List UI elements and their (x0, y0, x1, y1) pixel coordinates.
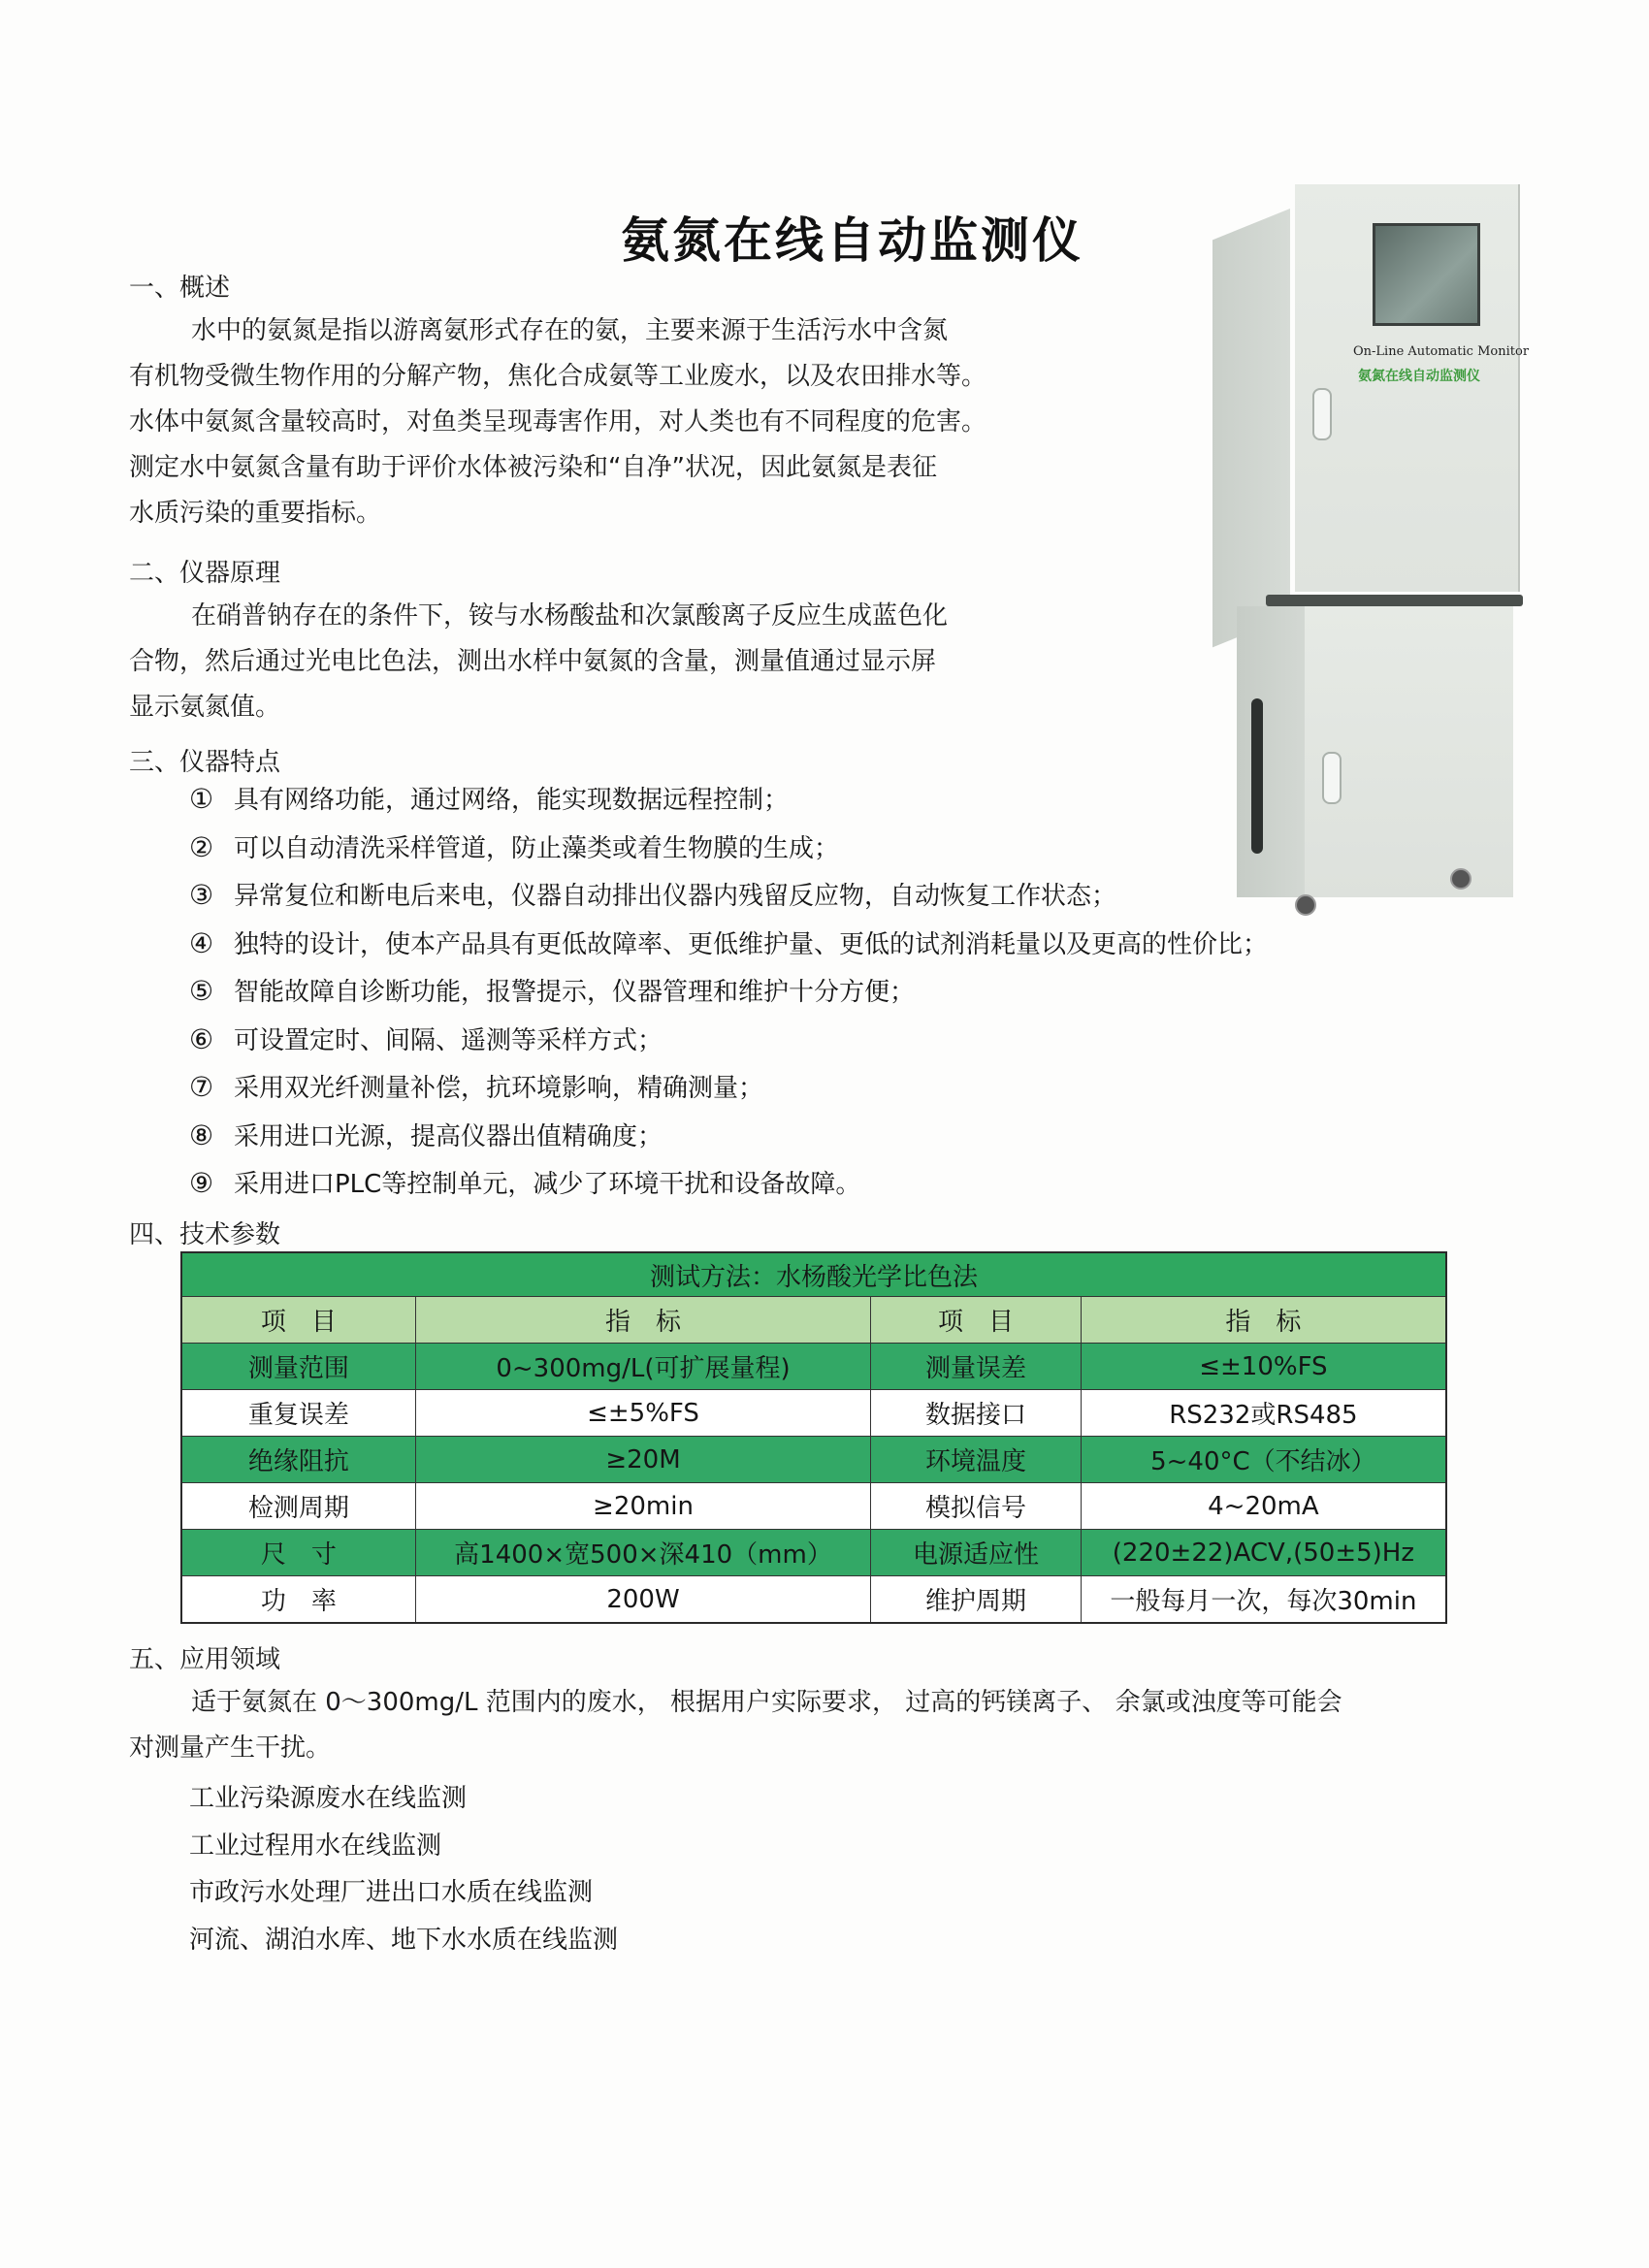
spec-item: 尺 寸 (181, 1530, 415, 1576)
circled-number-icon: ⑨ (189, 1167, 214, 1199)
spec-item: 绝缘阻抗 (181, 1437, 415, 1483)
application-item: 市政污水处理厂进出口水质在线监测 (189, 1878, 594, 1907)
spec-value: 200W (415, 1576, 871, 1624)
spec-item: 测量范围 (181, 1344, 415, 1390)
feature-item: ④ 独特的设计，使本产品具有更低故障率、更低维护量、更低的试剂消耗量以及更高的性价比； (189, 921, 1268, 969)
table-row (181, 1437, 1446, 1483)
page-title: 氨氮在线自动监测仪 (621, 211, 1083, 269)
spec-value: ≥20M (415, 1437, 871, 1483)
column-header: 项 目 (181, 1297, 415, 1344)
spec-value: RS232或RS485 (1081, 1390, 1446, 1437)
spec-value: 高1400×宽500×深410（mm） (415, 1530, 871, 1576)
column-header: 项 目 (871, 1297, 1082, 1344)
spec-item: 功 率 (181, 1576, 415, 1624)
circled-number-icon: ② (189, 830, 214, 863)
spec-value: 4~20mA (1081, 1483, 1446, 1530)
spec-value: 0~300mg/L(可扩展量程) (415, 1344, 871, 1390)
column-header: 指 标 (415, 1297, 871, 1344)
spec-item: 数据接口 (871, 1390, 1082, 1437)
spec-value: 一般每月一次，每次30min (1081, 1576, 1446, 1624)
feature-item: ⑧ 采用进口光源，提高仪器出值精确度； (189, 1113, 1268, 1161)
door-handle-icon (1312, 388, 1332, 440)
spec-value: 5~40°C（不结冰） (1081, 1437, 1446, 1483)
overview-paragraph (129, 308, 986, 536)
product-label-chinese: 氨氮在线自动监测仪 (1358, 369, 1480, 384)
table-method-row (181, 1252, 1446, 1297)
feature-item: ⑥ 可设置定时、间隔、遥测等采样方式； (189, 1017, 1268, 1065)
test-method: 测试方法：水杨酸光学比色法 (181, 1252, 1446, 1297)
overview-line: 水质污染的重要指标。 (129, 499, 382, 528)
overview-line: 水体中氨氮含量较高时，对鱼类呈现毒害作用，对人类也有不同程度的危害。 (129, 407, 987, 437)
circled-number-icon: ① (189, 783, 214, 815)
application-item: 工业过程用水在线监测 (189, 1831, 442, 1861)
vent-slot (1251, 698, 1263, 854)
circled-number-icon: ⑧ (189, 1118, 214, 1151)
principle-paragraph (129, 594, 948, 730)
spec-item: 环境温度 (871, 1437, 1082, 1483)
spec-value: (220±22)ACV,(50±5)Hz (1081, 1530, 1446, 1576)
display-screen (1373, 223, 1480, 326)
spec-item: 模拟信号 (871, 1483, 1082, 1530)
applications-line: 适于氨氮在 0～300mg/L 范围内的废水， 根据用户实际要求， 过高的钙镁离子、 余氯或浊度等可能会 (191, 1688, 1342, 1717)
caster-wheel-icon (1295, 894, 1316, 916)
cabinet-upper-door (1295, 184, 1530, 592)
feature-item: ⑨ 采用进口PLC等控制单元，减少了环境干扰和设备故障。 (189, 1160, 1268, 1209)
section-heading-specs: 四、技术参数 (129, 1220, 281, 1249)
section-heading-overview: 一、概述 (129, 274, 231, 303)
feature-item: ② 可以自动清洗采样管道，防止藻类或着生物膜的生成； (189, 825, 1268, 873)
table-row (181, 1576, 1446, 1624)
overview-line: 测定水中氨氮含量有助于评价水体被污染和“自净”状况，因此氨氮是表征 (129, 453, 937, 482)
spec-value: ≥20min (415, 1483, 871, 1530)
application-item: 工业污染源废水在线监测 (189, 1784, 468, 1813)
cabinet-lower-side (1237, 606, 1305, 897)
door-handle-icon (1322, 752, 1342, 804)
applications-line: 对测量产生干扰。 (129, 1733, 332, 1763)
overview-line: 有机物受微生物作用的分解产物，焦化合成氨等工业废水，以及农田排水等。 (129, 362, 987, 391)
column-header: 指 标 (1081, 1297, 1446, 1344)
feature-item: ⑦ 采用双光纤测量补偿，抗环境影响，精确测量； (189, 1064, 1268, 1113)
feature-item: ③ 异常复位和断电后来电，仪器自动排出仪器内残留反应物，自动恢复工作状态； (189, 872, 1268, 921)
table-row (181, 1344, 1446, 1390)
feature-item: ① 具有网络功能，通过网络，能实现数据远程控制； (189, 776, 1268, 825)
section-heading-principle: 二、仪器原理 (129, 559, 281, 588)
circled-number-icon: ⑤ (189, 975, 214, 1007)
table-row (181, 1390, 1446, 1437)
application-item: 河流、湖泊水库、地下水水质在线监测 (189, 1925, 619, 1955)
circled-number-icon: ⑦ (189, 1071, 214, 1103)
table-row (181, 1530, 1446, 1576)
section-heading-applications: 五、应用领域 (129, 1645, 281, 1674)
cabinet-upper-side (1212, 209, 1290, 647)
circled-number-icon: ④ (189, 926, 214, 959)
spec-value: ≤±10%FS (1081, 1344, 1446, 1390)
cabinet-divider (1266, 595, 1523, 606)
table-row (181, 1483, 1446, 1530)
circled-number-icon: ③ (189, 879, 214, 911)
feature-item: ⑤ 智能故障自诊断功能，报警提示，仪器管理和维护十分方便； (189, 968, 1268, 1017)
spec-item: 重复误差 (181, 1390, 415, 1437)
principle-line: 显示氨氮值。 (129, 693, 281, 722)
table-header-row (181, 1297, 1446, 1344)
section-heading-features: 三、仪器特点 (129, 748, 281, 777)
principle-line: 在硝普钠存在的条件下，铵与水杨酸盐和次氯酸离子反应生成蓝色化 (191, 601, 949, 631)
applications-list (189, 1775, 618, 1963)
spec-table (180, 1251, 1447, 1624)
spec-item: 维护周期 (871, 1576, 1082, 1624)
applications-paragraph (129, 1680, 1342, 1771)
spec-item: 测量误差 (871, 1344, 1082, 1390)
spec-item: 电源适应性 (871, 1530, 1082, 1576)
caster-wheel-icon (1450, 868, 1471, 890)
principle-line: 合物，然后通过光电比色法，测出水样中氨氮的含量，测量值通过显示屏 (129, 647, 937, 676)
features-list (189, 776, 1268, 1209)
cabinet-lower-door (1305, 606, 1513, 897)
product-label-english: On-Line Automatic Monitor (1353, 344, 1530, 359)
circled-number-icon: ⑥ (189, 1022, 214, 1055)
overview-line: 水中的氨氮是指以游离氨形式存在的氨，主要来源于生活污水中含氮 (191, 316, 949, 345)
spec-item: 检测周期 (181, 1483, 415, 1530)
product-image (1203, 175, 1571, 931)
spec-value: ≤±5%FS (415, 1390, 871, 1437)
